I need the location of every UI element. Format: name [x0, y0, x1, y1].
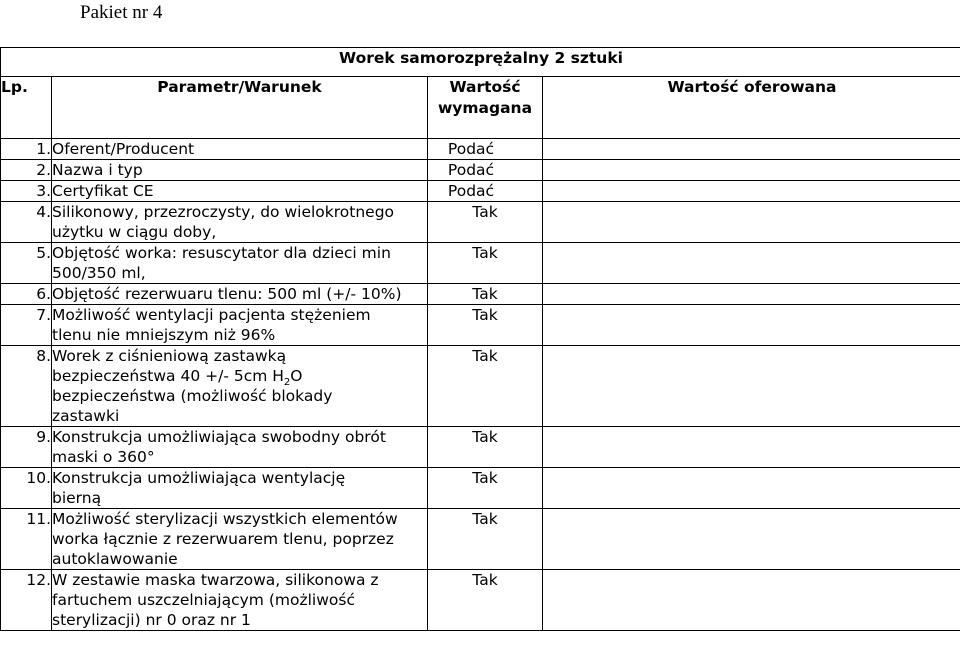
- header-row: [1, 77, 960, 139]
- row-parameter: Nazwa i typ: [52, 160, 428, 181]
- required-value: Podać: [447, 161, 495, 179]
- table-row: [1, 427, 960, 468]
- row-parameter-line: Możliwość wentylacji pacjenta stężeniem: [52, 306, 371, 324]
- row-required: Tak: [428, 468, 543, 509]
- row-parameter-line: worka łącznie z rezerwuarem tlenu, poprzez: [52, 530, 394, 548]
- page-heading: Pakiet nr 4: [80, 2, 163, 23]
- row-parameter: Oferent/Producent: [52, 139, 428, 160]
- row-required: [428, 139, 543, 160]
- table-row: [1, 305, 960, 346]
- row-parameter-line: Worek z ciśnieniową zastawką: [52, 347, 287, 365]
- row-parameter-line: bezpieczeństwa (możliwość blokady: [52, 387, 333, 405]
- row-offered-cell[interactable]: [543, 427, 960, 468]
- row-parameter-line: Konstrukcja umożliwiająca swobodny obrót: [52, 428, 386, 446]
- row-offered-cell[interactable]: [543, 509, 960, 570]
- row-parameter-line: użytku w ciągu doby,: [52, 223, 217, 241]
- row-number: 12.: [1, 570, 52, 631]
- header-required: [428, 77, 543, 139]
- row-required: [428, 160, 543, 181]
- row-parameter-line: Silikonowy, przezroczysty, do wielokrotnego: [52, 203, 395, 221]
- row-parameter-line: fartuchem uszczelniającym (możliwość: [52, 591, 355, 609]
- row-offered-cell[interactable]: [543, 160, 960, 181]
- specification-table: [0, 47, 960, 631]
- row-number: 6.: [1, 284, 52, 305]
- row-number: 7.: [1, 305, 52, 346]
- table-row: [1, 139, 960, 160]
- row-offered-cell[interactable]: [543, 570, 960, 631]
- row-number: 10.: [1, 468, 52, 509]
- row-required: Tak: [428, 305, 543, 346]
- row-required: Tak: [428, 202, 543, 243]
- row-parameter-line: Możliwość sterylizacji wszystkich elementów: [52, 510, 398, 528]
- table-row: [1, 284, 960, 305]
- row-parameter: [52, 509, 428, 570]
- row-number: 2.: [1, 160, 52, 181]
- header-required-line1: Wartość: [449, 78, 521, 96]
- row-required: Tak: [428, 570, 543, 631]
- row-parameter: Certyfikat CE: [52, 181, 428, 202]
- table-row: [1, 160, 960, 181]
- row-parameter: [52, 202, 428, 243]
- row-offered-cell[interactable]: [543, 181, 960, 202]
- row-required: Tak: [428, 509, 543, 570]
- row-parameter-line: maski o 360°: [52, 448, 155, 466]
- row-offered-cell[interactable]: [543, 346, 960, 427]
- row-number: 1.: [1, 139, 52, 160]
- table-row: [1, 202, 960, 243]
- row-required: [428, 181, 543, 202]
- table-row: [1, 243, 960, 284]
- row-required: Tak: [428, 427, 543, 468]
- row-parameter: [52, 427, 428, 468]
- table-row: [1, 570, 960, 631]
- row-parameter-line: sterylizacji) nr 0 oraz nr 1: [52, 611, 251, 629]
- row-parameter: Objętość rezerwuaru tlenu: 500 ml (+/- 10%): [52, 284, 428, 305]
- row-required: Tak: [428, 284, 543, 305]
- table-row: [1, 346, 960, 427]
- required-value: Podać: [447, 140, 495, 158]
- table-row: [1, 181, 960, 202]
- header-param: Parametr/Warunek: [52, 77, 428, 139]
- row-offered-cell[interactable]: [543, 468, 960, 509]
- row-number: 9.: [1, 427, 52, 468]
- table-row: [1, 509, 960, 570]
- row-parameter: [52, 305, 428, 346]
- row-number: 4.: [1, 202, 52, 243]
- header-lp: Lp.: [1, 77, 52, 139]
- row-required: Tak: [428, 243, 543, 284]
- row-offered-cell[interactable]: [543, 243, 960, 284]
- row-parameter: [52, 570, 428, 631]
- row-parameter-line: autoklawowanie: [52, 550, 178, 568]
- row-offered-cell[interactable]: [543, 202, 960, 243]
- row-offered-cell[interactable]: [543, 284, 960, 305]
- required-value: Podać: [447, 182, 495, 200]
- row-parameter-line: Objętość worka: resuscytator dla dzieci min: [52, 244, 391, 262]
- row-number: 5.: [1, 243, 52, 284]
- row-parameter: [52, 346, 428, 427]
- row-number: 8.: [1, 346, 52, 427]
- row-parameter-line: W zestawie maska twarzowa, silikonowa z: [52, 571, 379, 589]
- row-parameter-line: Konstrukcja umożliwiająca wentylację: [52, 469, 346, 487]
- row-required: Tak: [428, 346, 543, 427]
- row-parameter-line: O: [290, 367, 303, 385]
- table-title: Worek samorozprężalny 2 sztuki: [1, 48, 960, 77]
- row-parameter-line: 500/350 ml,: [52, 264, 146, 282]
- row-parameter: [52, 468, 428, 509]
- header-required-line2: wymagana: [437, 99, 533, 117]
- row-parameter-subscript: 2: [283, 377, 291, 389]
- row-parameter: [52, 243, 428, 284]
- row-number: 3.: [1, 181, 52, 202]
- row-parameter-line: bierną: [52, 489, 102, 507]
- row-parameter-line: tlenu nie mniejszym niż 96%: [52, 326, 276, 344]
- row-parameter-line: zastawki: [52, 407, 120, 425]
- table-row: [1, 468, 960, 509]
- row-number: 11.: [1, 509, 52, 570]
- table-title-row: [1, 48, 960, 77]
- header-offered: Wartość oferowana: [543, 77, 960, 139]
- row-offered-cell[interactable]: [543, 305, 960, 346]
- row-offered-cell[interactable]: [543, 139, 960, 160]
- row-parameter-line: bezpieczeństwa 40 +/- 5cm H: [52, 367, 284, 385]
